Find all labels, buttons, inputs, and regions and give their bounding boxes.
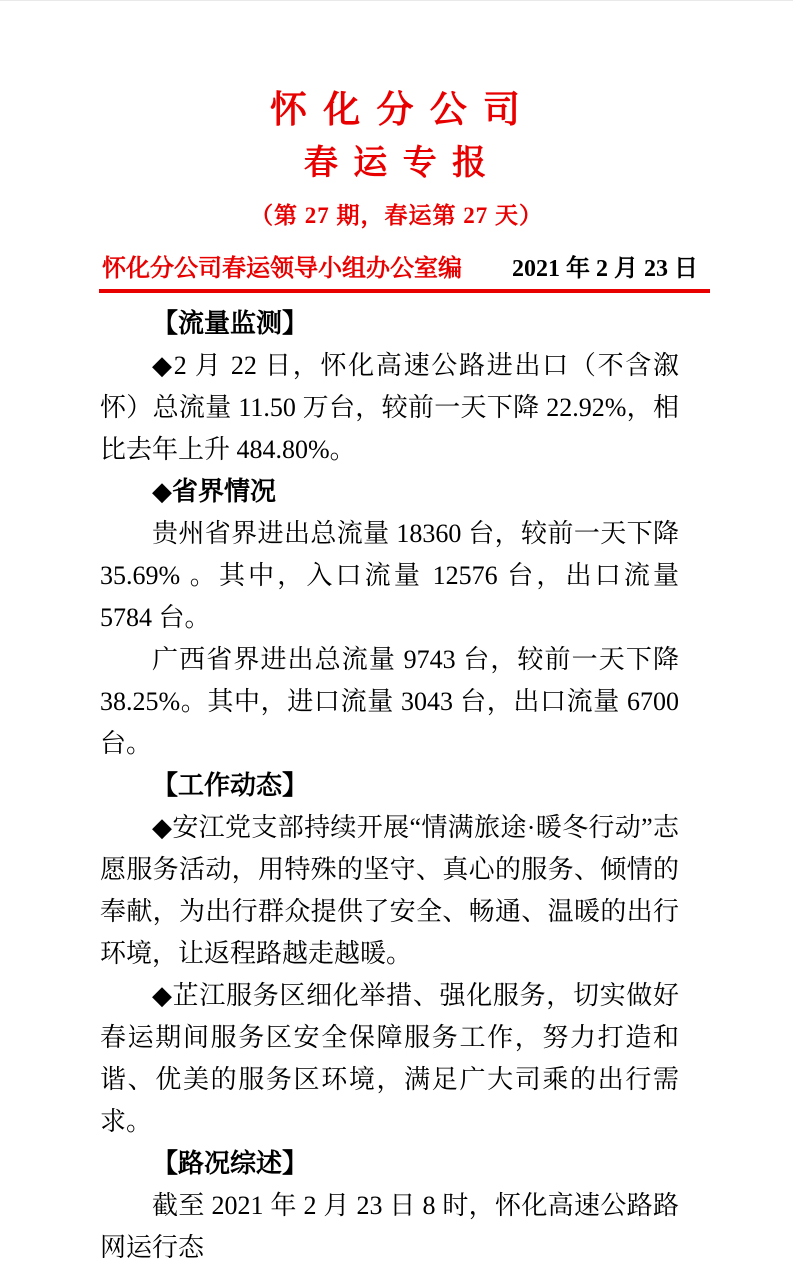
subsection-heading-provincial-border: ◆省界情况 — [152, 476, 276, 506]
body-paragraph: 广西省界进出总流量 9743 台，较前一天下降 38.25%。其中，进口流量 3043 台，出口流量 6700 台。 — [100, 644, 679, 758]
report-title: 春 运 专 报 — [303, 143, 490, 182]
issue-number-line: （第 27 期，春运第 27 天） — [250, 202, 543, 228]
section-heading-work-updates: 【工作动态】 — [152, 770, 309, 800]
body-paragraph: ◆2 月 22 日，怀化高速公路进出口（不含溆怀）总流量 11.50 万台，较前一天下降 22.92%，相比去年上升 484.80%。 — [100, 350, 679, 464]
publisher-label: 怀化分公司春运领导小组办公室编 — [102, 255, 462, 282]
body-paragraph: 贵州省界进出总流量 18360 台，较前一天下降 35.69% 。其中，入口流量 12576 台，出口流量 5784 台。 — [100, 518, 679, 632]
body-paragraph: ◆安江党支部持续开展“情满旅途·暖冬行动”志愿服务活动，用特殊的坚守、真心的服务、倾情的奉献，为出行群众提供了安全、畅通、温暖的出行环境，让返程路越走越暖。 — [100, 812, 679, 968]
publisher-row — [102, 248, 698, 283]
section-heading-traffic-monitoring: 【流量监测】 — [152, 308, 309, 338]
section-heading-road-conditions: 【路况综述】 — [152, 1148, 309, 1178]
red-divider-rule — [99, 289, 710, 293]
report-body — [100, 303, 679, 1269]
report-masthead — [0, 1, 793, 230]
company-title: 怀 化 分 公 司 — [269, 89, 524, 130]
publish-date: 2021 年 2 月 23 日 — [512, 255, 698, 282]
body-paragraph: ◆芷江服务区细化举措、强化服务，切实做好春运期间服务区安全保障服务工作，努力打造和谐、优美的服务区环境，满足广大司乘的出行需求。 — [100, 980, 679, 1136]
body-paragraph: 截至 2021 年 2 月 23 日 8 时，怀化高速公路路网运行态 — [100, 1190, 679, 1262]
